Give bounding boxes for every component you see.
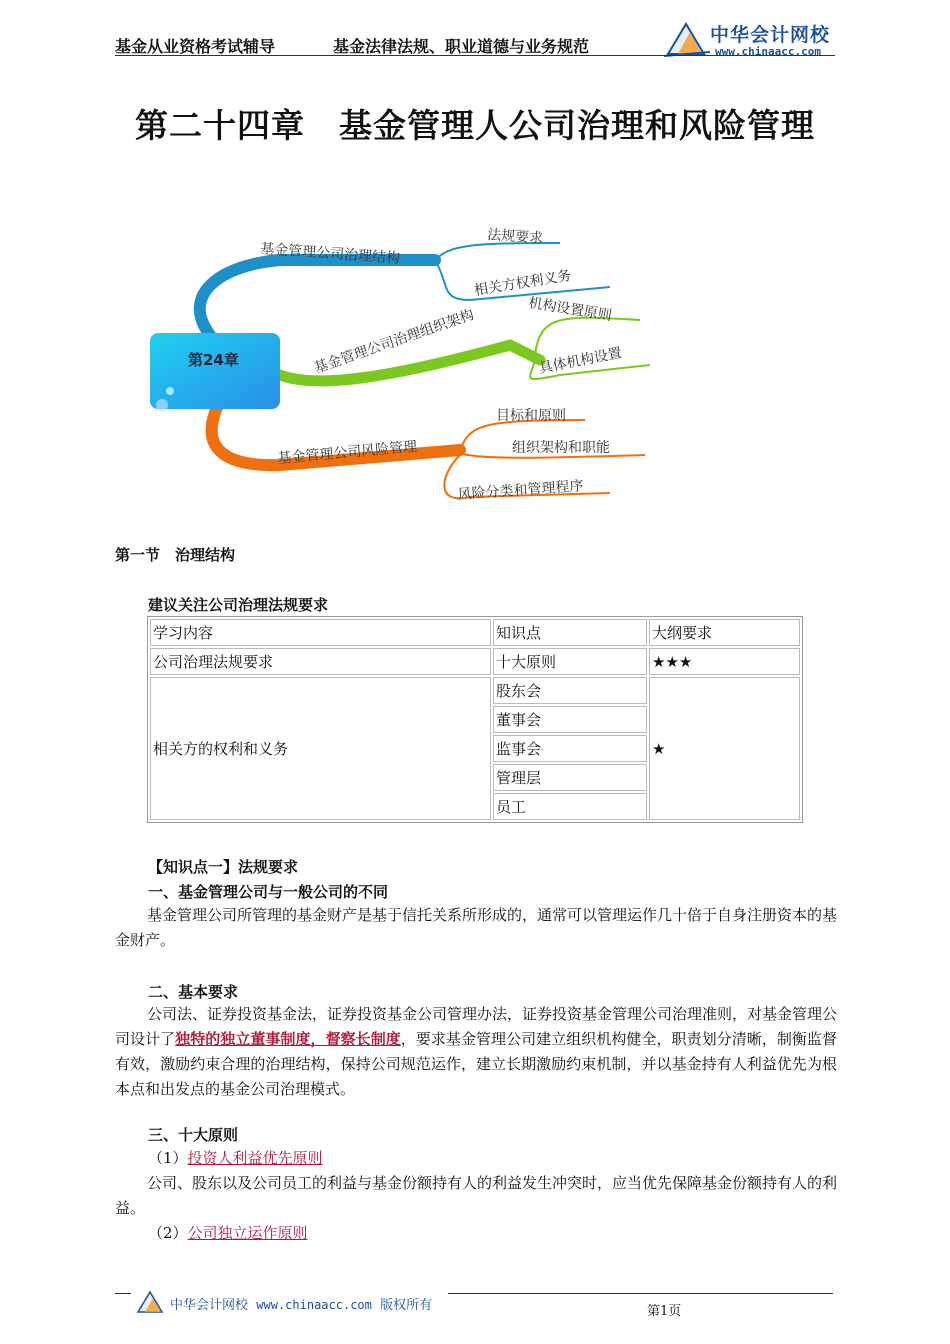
subheading-2: 二、基本要求: [148, 983, 239, 1001]
page-number: 第1页: [647, 1304, 682, 1319]
principle-item-1: [148, 1146, 748, 1171]
principle-1-title: 投资人利益优先原则: [187, 1149, 323, 1167]
mind-map-center-label: 第24章: [188, 351, 239, 369]
branch2-label: 基金管理公司治理组织架构: [312, 306, 477, 377]
table-cell: 监事会: [493, 735, 647, 762]
table-header-cell: 大纲要求: [649, 619, 800, 646]
branch3-label: 基金管理公司风险管理: [276, 438, 418, 467]
study-table: [147, 616, 803, 823]
paragraph-1: 基金管理公司所管理的基金财产是基于信托关系所形成的，通常可以管理运作几十倍于自身注册资本的基金财产。: [115, 906, 838, 949]
branch2-leaf2-label: 具体机构设置: [537, 345, 624, 377]
branch3-leaf3-label: 风险分类和管理程序: [457, 478, 584, 503]
branch2-leaf1-label: 机构设置原则: [527, 295, 613, 325]
mind-map-center-node: [150, 333, 280, 409]
paragraph-2-highlight: 独特的独立董事制度，督察长制度: [175, 1030, 401, 1048]
principle-item-2: [148, 1221, 748, 1246]
paragraph-2-text-b: ，要求基金管理公司建立组织机构健全，职责划分清晰，制衡监督有效，激励约束合理的治理结构，保持公司规范运作，建立长期激励约束机制，并以基金持有人利益优先为根本点和出发点的基金公司治理模式。: [115, 1030, 837, 1098]
section-heading: 第一节 治理结构: [115, 546, 236, 564]
chapter-title: 第二十四章 基金管理人公司治理和风险管理: [135, 106, 815, 145]
branch3-leaf1-label: 目标和原则: [496, 408, 566, 424]
table-header-cell: 学习内容: [150, 619, 491, 646]
header-subject-label: 基金法律法规、职业道德与业务规范: [333, 37, 590, 56]
table-cell: 董事会: [493, 706, 647, 733]
branch2-leaf1-line: [535, 318, 640, 355]
paragraph-2: [115, 1002, 837, 1102]
footer-divider-left: [115, 1293, 131, 1294]
paragraph-3: 公司、股东以及公司员工的利益与基金份额持有人的利益发生冲突时，应当优先保障基金份额持有人的利益。: [115, 1174, 838, 1217]
principle-2-title: 公司独立运作原则: [187, 1224, 308, 1242]
table-cell: ★★★: [649, 648, 800, 675]
table-row: [150, 677, 800, 704]
footer-rights: 版权所有: [380, 1298, 433, 1313]
header-logo-url: www.chinaacc.com: [715, 45, 821, 58]
footer-logo-icon: [136, 1288, 168, 1314]
paragraph-2-text-a: 公司法、证券投资基金法，证券投资基金公司管理办法，证券投资基金管理公司治理准则，对基金管理公司设计了: [115, 1005, 838, 1048]
footer-url: www.chinaacc.com: [256, 1298, 372, 1312]
table-cell: ★: [649, 677, 800, 820]
footer-logo-name: 中华会计网校: [170, 1298, 249, 1313]
footer-branding: [170, 1294, 432, 1313]
branch1-leaf2-label: 相关方权利义务: [473, 267, 573, 299]
table-caption: 建议关注公司治理法规要求: [148, 596, 329, 614]
table-row: [150, 648, 800, 675]
table-cell: 管理层: [493, 764, 647, 791]
branch3-leaf2-label: 组织架构和职能: [512, 440, 610, 456]
table-cell: 股东会: [493, 677, 647, 704]
footer-divider-right: [448, 1293, 833, 1294]
mind-map: [140, 215, 670, 515]
table-cell: 十大原则: [493, 648, 647, 675]
table-header-row: [150, 619, 800, 646]
table-cell: 相关方的权利和义务: [150, 677, 491, 820]
logo-icon: [664, 18, 710, 58]
subheading-3: 三、十大原则: [148, 1126, 239, 1144]
header-logo-name: 中华会计网校: [710, 24, 831, 46]
principle-2-number: （2）: [148, 1224, 188, 1242]
branch1-label: 基金管理公司治理结构: [259, 241, 401, 267]
table-cell: 员工: [493, 793, 647, 820]
subheading-1: 一、基金管理公司与一般公司的不同: [148, 883, 389, 901]
knowledge-point-heading: 【知识点一】法规要求: [148, 858, 299, 876]
branch1-line: [200, 260, 435, 335]
header-divider: [115, 55, 835, 56]
table-cell: 公司治理法规要求: [150, 648, 491, 675]
branch1-leaf1-label: 法规要求: [486, 227, 544, 247]
principle-1-number: （1）: [148, 1149, 188, 1167]
table-header-cell: 知识点: [493, 619, 647, 646]
header-exam-label: 基金从业资格考试辅导: [115, 37, 276, 56]
